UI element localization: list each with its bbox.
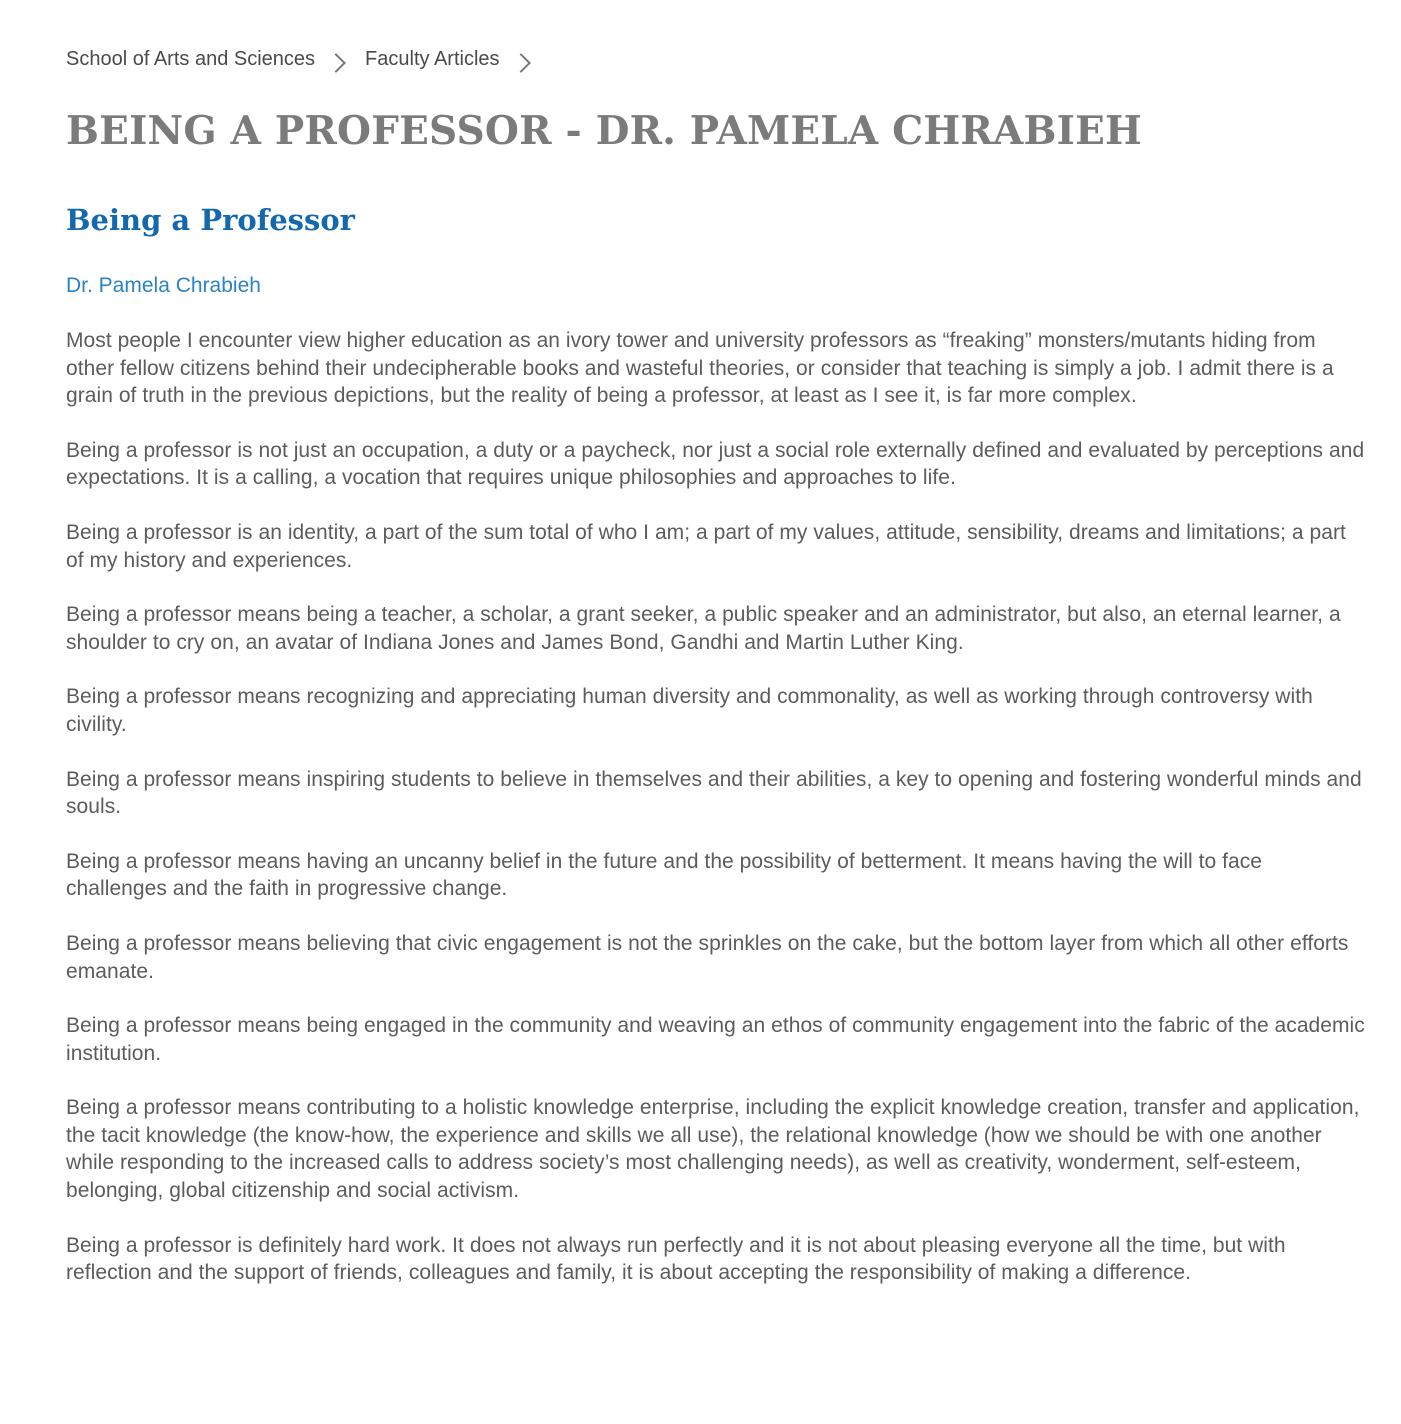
article-paragraph: Being a professor means inspiring students to believe in themselves and their abilities, a key to opening and fostering wonderful minds and souls. xyxy=(66,767,1362,819)
page-title: BEING A PROFESSOR - DR. PAMELA CHRABIEH xyxy=(66,108,1143,154)
article-paragraph: Being a professor is definitely hard work. It does not always run perfectly and it is not about pleasing everyone all the time, but with reflection and the support of friends, colleagues and family, it is about accepting the responsibility of making a difference. xyxy=(66,1233,1286,1285)
breadcrumb-link-faculty-articles[interactable]: Faculty Articles xyxy=(365,47,500,70)
article-paragraph: Being a professor means being engaged in the community and weaving an ethos of community engagement into the fabric of the academic institution. xyxy=(66,1014,1365,1065)
breadcrumb xyxy=(66,0,1365,74)
article-paragraph: Being a professor means recognizing and appreciating human diversity and commonality, as well as working through controversy with civility. xyxy=(66,685,1313,736)
article-paragraph: Being a professor means believing that civic engagement is not the sprinkles on the cake, but the bottom layer from which all other efforts emanate. xyxy=(66,931,1349,983)
chevron-right-icon xyxy=(511,53,531,73)
article-author: Dr. Pamela Chrabieh xyxy=(66,274,261,297)
article-paragraph: Being a professor is an identity, a part of the sum total of who I am; a part of my values, attitude, sensibility, dreams and limitations; a part of my history and experiences. xyxy=(66,520,1346,572)
article-paragraph: Being a professor means being a teacher, a scholar, a grant seeker, a public speaker and an administrator, but also, an eternal learner, a shoulder to cry on, an avatar of Indiana Jones and James Bond, Gandhi and Martin Luther King. xyxy=(66,603,1341,654)
article-heading: Being a Professor xyxy=(66,203,355,237)
article-paragraph: Being a professor is not just an occupation, a duty or a paycheck, nor just a social role externally defined and evaluated by perceptions and expectations. It is a calling, a vocation that requires unique philosophies and approaches to life. xyxy=(66,438,1365,490)
chevron-right-icon xyxy=(326,53,346,73)
article-paragraph: Most people I encounter view higher education as an ivory tower and university professors as “freaking” monsters/mutants hiding from other fellow citizens behind their undecipherable books and wasteful theories, or consider that teaching is simply a job. I admit there is a grain of truth in the previous depictions, but the reality of being a professor, at least as I see it, is far more complex. xyxy=(66,329,1334,408)
breadcrumb-link-school[interactable]: School of Arts and Sciences xyxy=(66,47,316,70)
article xyxy=(66,202,1365,1287)
article-paragraph: Being a professor means having an uncanny belief in the future and the possibility of betterment. It means having the will to face challenges and the faith in progressive change. xyxy=(66,849,1263,901)
article-paragraph: Being a professor means contributing to a holistic knowledge enterprise, including the explicit knowledge creation, transfer and application, the tacit knowledge (the know-how, the experience and skills we all use), the relational knowledge (how we should be with one another while responding to the increased calls to address society’s most challenging needs), as well as creativity, wonderment, self-esteem, belonging, global citizenship and social activism. xyxy=(66,1096,1360,1203)
